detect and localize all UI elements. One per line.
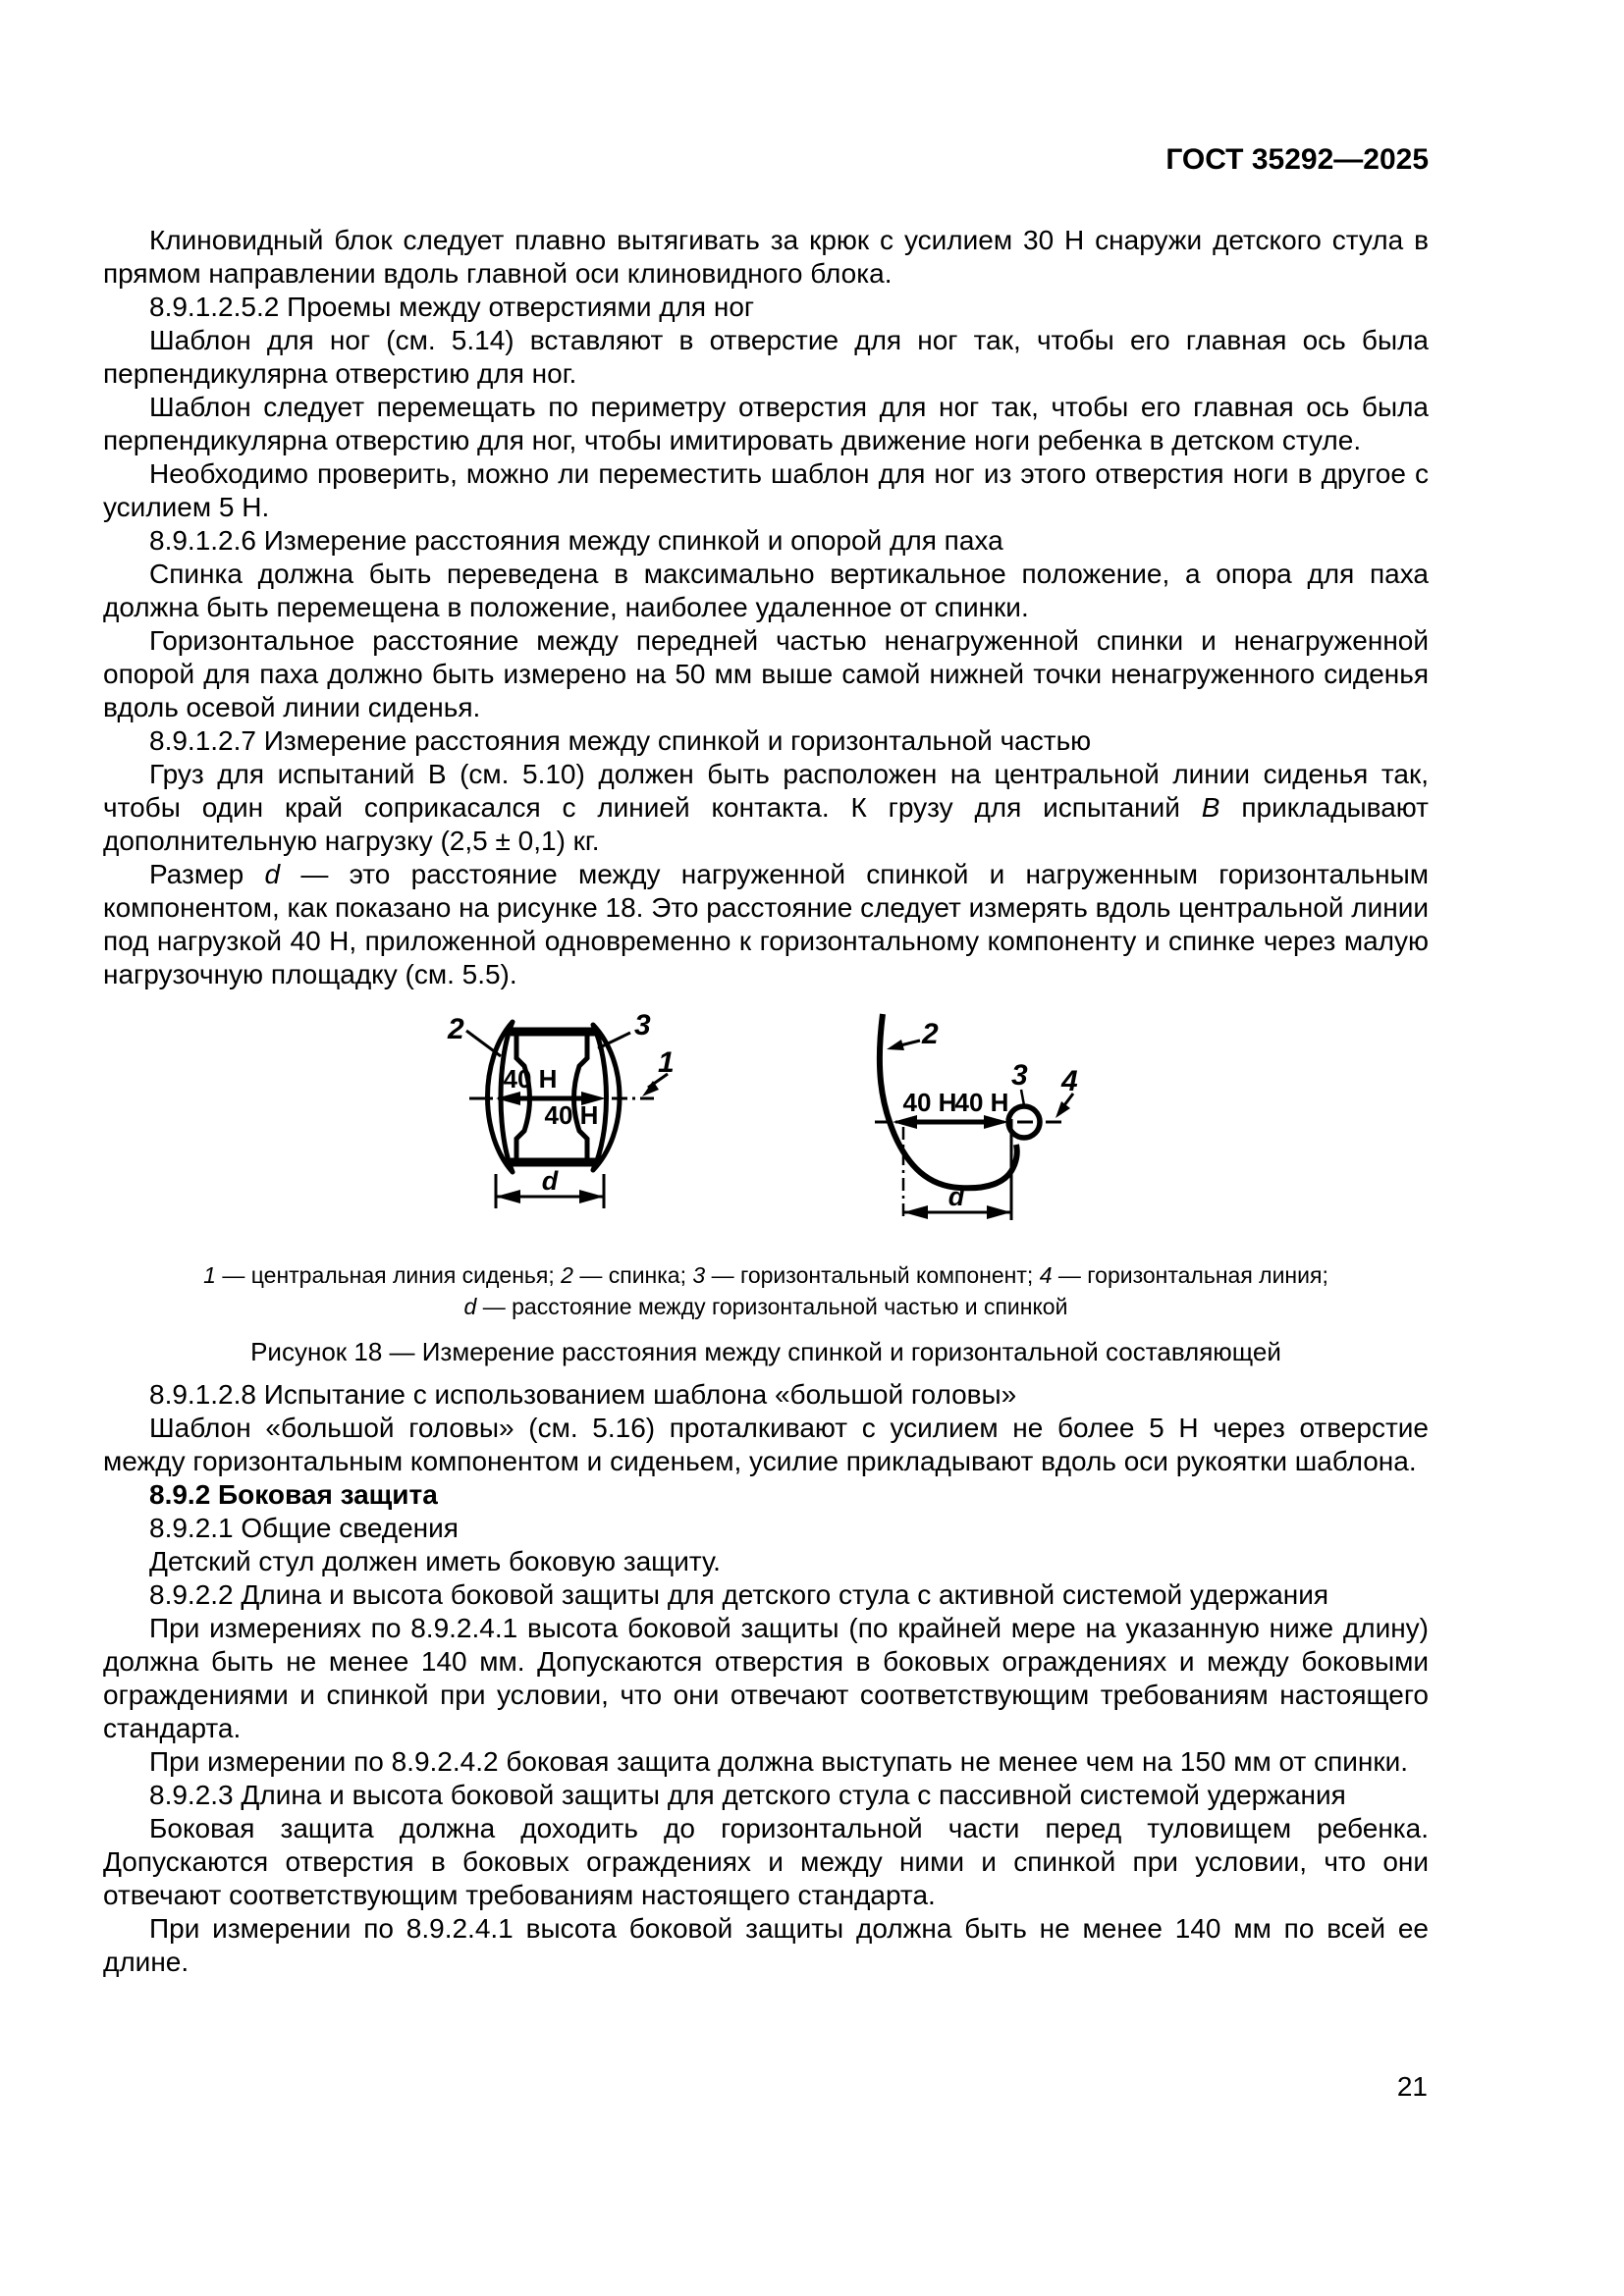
clause-heading: 8.9.1.2.7 Измерение расстояния между спинкой и горизонтальной частью <box>149 725 1092 756</box>
document-body <box>103 224 1429 1979</box>
clause-heading: 8.9.1.2.8 Испытание с использованием шаблона «большой головы» <box>149 1379 1017 1410</box>
clause-heading-bold: 8.9.2 Боковая защита <box>149 1479 438 1510</box>
caption-key: d <box>463 1294 477 1319</box>
paragraph: Шаблон следует перемещать по периметру отверстия для ног так, чтобы его главная ось была перпендикулярна отверстию для ног, чтобы имитировать движение ноги ребенка в детском стуле. <box>103 392 1429 455</box>
force-arrow-left-head <box>893 1115 917 1129</box>
caption-text: — горизонтальный компонент; <box>705 1262 1040 1288</box>
paragraph: Клиновидный блок следует плавно вытягивать за крюк с усилием 30 Н снаружи детского стула в прямом направлении вдоль главной оси клиновидного блока. <box>103 225 1429 289</box>
caption-text: — расстояние между горизонтальной частью и спинкой <box>476 1294 1068 1319</box>
callout-2-arrow-head <box>887 1040 904 1050</box>
dim-arrow-right <box>987 1205 1011 1219</box>
clause-heading: 8.9.1.2.5.2 Проемы между отверстиями для ног <box>149 292 755 322</box>
callout-1-label: 1 <box>657 1046 675 1079</box>
callout-2-leader <box>466 1031 501 1056</box>
figure-title: Рисунок 18 — Измерение расстояния между спинкой и горизонтальной составляющей <box>250 1337 1281 1366</box>
figure-caption <box>103 1259 1429 1322</box>
paragraph-text: — это расстояние между нагруженной спинкой и нагруженным горизонтальным компонентом, как показано на рисунке 18. Это расстояние следует измерять вдоль центральной линии под нагрузкой 40 Н, приложенной одновременно к горизонтальному компоненту и спинке через малую нагрузочную площадку (см. 5.5). <box>103 859 1429 989</box>
clause-heading: 8.9.1.2.6 Измерение расстояния между спинкой и опорой для паха <box>149 525 1003 556</box>
page-number: 21 <box>1396 2071 1428 2102</box>
force-top-label: 40 Н <box>503 1064 557 1094</box>
clause-heading: 8.9.2.3 Длина и высота боковой защиты для детского стула с пассивной системой удержания <box>149 1780 1346 1810</box>
callout-3-label: 3 <box>633 1009 651 1041</box>
paragraph: При измерении по 8.9.2.4.2 боковая защита должна выступать не менее чем на 150 мм от спинки. <box>149 1746 1409 1777</box>
paragraph: При измерениях по 8.9.2.4.1 высота боковой защиты (по крайней мере на указанную ниже длину) должна быть не менее 140 мм. Допускаются отверстия в боковых ограждениях и между боковыми ограждениями и спинкой при условии, что они отвечают соответствующим требованиям настоящего стандарта. <box>103 1613 1429 1743</box>
caption-key: 4 <box>1039 1262 1053 1288</box>
paragraph: Спинка должна быть переведена в максимально вертикальное положение, а опора для паха должна быть перемещена в положение, наиболее удаленное от спинки. <box>103 559 1429 622</box>
dim-arrow-right <box>579 1190 604 1203</box>
dim-arrow-left <box>903 1205 928 1219</box>
standard-code-header: ГОСТ 35292—2025 <box>1165 143 1429 176</box>
figure18-left-diagram <box>434 1005 691 1216</box>
caption-key: 2 <box>561 1262 573 1288</box>
paragraph <box>103 758 1429 858</box>
caption-text: — горизонтальная линия; <box>1052 1262 1328 1288</box>
dim-d-label: d <box>541 1166 558 1196</box>
italic-symbol: d <box>264 859 281 889</box>
callout-4-label: 4 <box>1060 1065 1078 1097</box>
paragraph: Горизонтальное расстояние между передней частью ненагруженной спинки и ненагруженной опорой для паха должно быть измерено на 50 мм выше самой нижней точки ненагруженного сиденья вдоль осевой линии сиденья. <box>103 625 1429 722</box>
callout-3-leader <box>1021 1090 1024 1105</box>
caption-text: — спинка; <box>572 1262 693 1288</box>
paragraph: Шаблон для ног (см. 5.14) вставляют в отверстие для ног так, чтобы его главная ось была перпендикулярна отверстию для ног. <box>103 325 1429 389</box>
caption-key: 1 <box>203 1262 216 1288</box>
caption-text: — центральная линия сиденья; <box>215 1262 562 1288</box>
force-right-label: 40 Н <box>954 1088 1008 1117</box>
callout-2-label: 2 <box>921 1018 939 1050</box>
figure18-right-diagram <box>853 999 1099 1230</box>
caption-key: 3 <box>692 1262 706 1288</box>
italic-symbol: B <box>1201 792 1220 823</box>
paragraph <box>103 858 1429 991</box>
clause-heading: 8.9.2.2 Длина и высота боковой защиты для детского стула с активной системой удержания <box>149 1579 1329 1610</box>
paragraph: Боковая защита должна доходить до горизонтальной части перед туловищем ребенка. Допускаются отверстия в боковых ограждениях и между ними и спинкой при условии, что они отвечают соответствующим требованиям настоящего стандарта. <box>103 1813 1429 1910</box>
paragraph: Необходимо проверить, можно ли переместить шаблон для ног из этого отверстия ноги в другое с усилием 5 Н. <box>103 458 1429 522</box>
force-bottom-label: 40 Н <box>544 1100 598 1130</box>
callout-4-arrow-head <box>1056 1101 1070 1118</box>
callout-3-label: 3 <box>1010 1059 1028 1092</box>
callout-2-label: 2 <box>447 1013 464 1045</box>
paragraph: Шаблон «большой головы» (см. 5.16) проталкивают с усилием не более 5 Н через отверстие между горизонтальным компонентом и сиденьем, усилие прикладывают вдоль оси рукоятки шаблона. <box>103 1413 1429 1476</box>
clause-heading: 8.9.2.1 Общие сведения <box>149 1513 459 1543</box>
paragraph-text: прикладывают дополнительную нагрузку (2,5 ± 0,1) кг. <box>103 792 1429 856</box>
dim-arrow-left <box>496 1190 520 1203</box>
force-left-label: 40 Н <box>902 1088 956 1117</box>
paragraph: Детский стул должен иметь боковую защиту. <box>149 1546 721 1576</box>
dim-d-label: d <box>947 1182 964 1211</box>
paragraph-text: Груз для испытаний В (см. 5.10) должен быть расположен на центральной линии сиденья так, чтобы один край соприкасался с линией контакта. К грузу для испытаний <box>103 759 1429 823</box>
figure-18 <box>103 991 1429 1259</box>
force-arrow-right-head <box>984 1115 1008 1129</box>
paragraph: При измерении по 8.9.2.4.1 высота боковой защиты должна быть не менее 140 мм по всей ее длине. <box>103 1913 1429 1977</box>
callout-2-leader <box>900 1041 920 1045</box>
paragraph-text: Размер <box>149 859 265 889</box>
